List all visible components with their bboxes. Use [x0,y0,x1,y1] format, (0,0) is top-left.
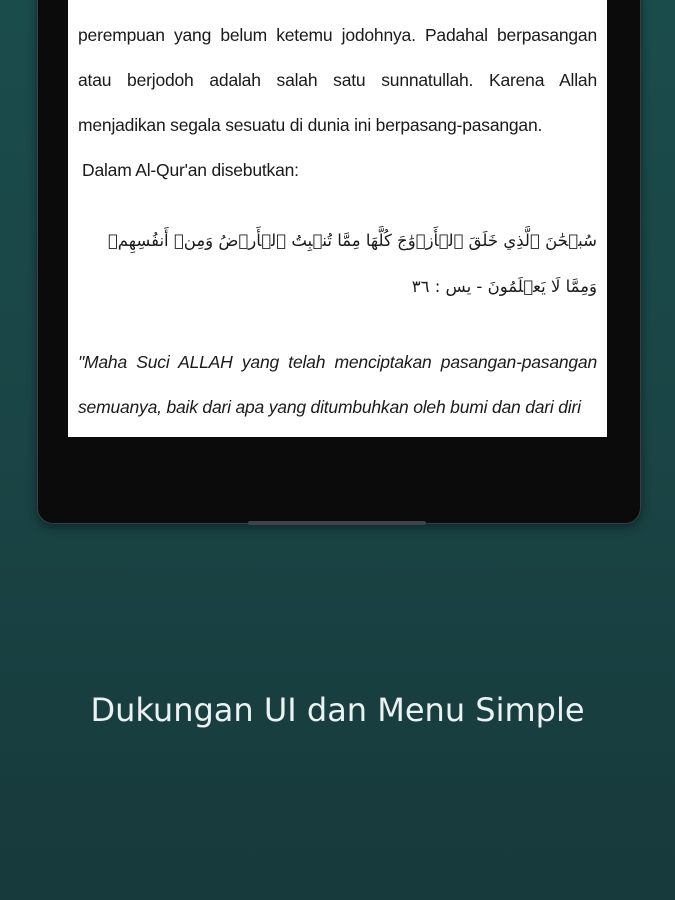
tablet-screen [68,0,607,437]
quran-intro-text: Dalam Al-Qur'an disebutkan: [82,160,299,180]
tablet-device-frame [37,0,641,524]
device-home-bar [248,521,426,525]
article-content[interactable] [78,13,597,430]
feature-caption: Dukungan UI dan Menu Simple [90,691,585,729]
article-paragraph: perempuan yang belum ketemu jodohnya. Padahal berpasangan atau berjodoh adalah salah satu sunnatullah. Karena Allah menjadikan segala sesuatu di dunia ini berpasang-pasangan. [78,25,597,135]
arabic-verse: سُبۡحَٰنَ ٱلَّذِي خَلَقَ ٱلۡأَزۡوَٰجَ كُلَّهَا مِمَّا تُنۢبِتُ ٱلۡأَرۡضُ وَمِنۡ أَنفُسِهِمۡ وَمِمَّا لَا يَعۡلَمُونَ - يس : ٣٦ [107,231,597,296]
verse-translation: "Maha Suci ALLAH yang telah menciptakan pasangan-pasangan semuanya, baik dari apa yang ditumbuhkan oleh bumi dan dari diri [78,352,597,417]
